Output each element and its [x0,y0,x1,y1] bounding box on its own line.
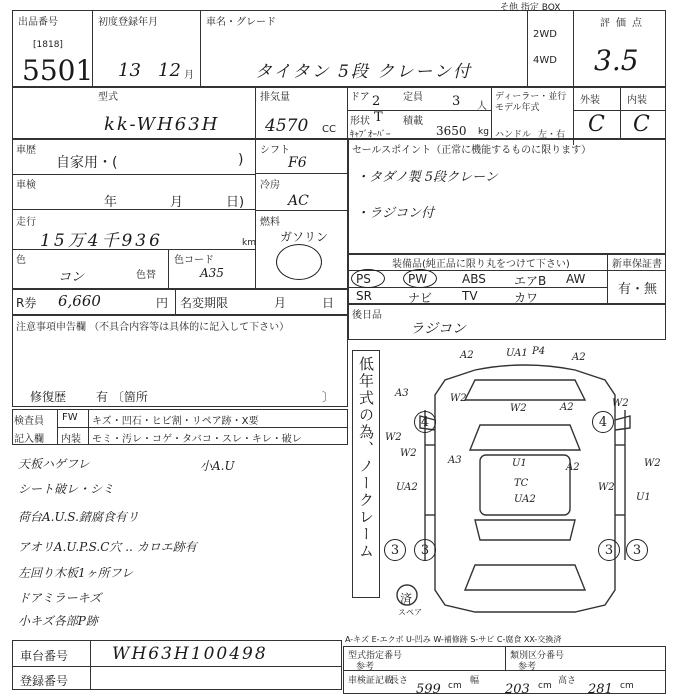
reg-number-label: 登録番号 [20,674,69,688]
color-change-label: 色替 [136,270,156,281]
inspector-label-1: 検査員 [14,416,44,427]
damage-mark: UA2 [514,494,536,505]
displacement-label: 排気量 [260,92,290,103]
sales-points [348,139,666,254]
mileage-value: 15万4千936 [40,231,163,251]
history-value: 自家用・( [56,155,118,171]
car-diagram [380,350,670,630]
shape-label: 形状 [350,116,370,127]
chassis-label: 車台番号 [20,649,69,663]
repair-close: 〕 [322,390,335,404]
displacement-value: 4570 [265,116,309,136]
name-change-day: 日 [322,296,335,310]
color-value: コン [58,270,85,285]
sales-label: セールスポイント（正常に機能するものに限ります） [352,145,592,156]
history-label: 車歴 [16,145,36,156]
color-code-value: A35 [200,266,224,280]
after-parts-box [348,304,666,340]
damage-mark: W2 [598,482,615,493]
score-label: 評価点 [600,18,648,29]
fuel-value: ガソリン [280,230,329,244]
handwritten-note: 小キズ各部P跡 [18,614,98,628]
height-value: 281 [588,682,613,697]
recycle-value: 6,660 [58,292,101,310]
size-label: 車検証記載 [348,676,394,686]
new-warranty-label: 新車保証書 [612,259,662,270]
model-year-label: モデル年式 [495,103,540,113]
type-label: 型式 [98,92,118,103]
drive-2wd: 2WD [533,29,557,40]
fw-items: キズ・凹石・ヒビ割・リペア跡・X要 [92,416,259,427]
handwritten-note: 左回り木板1ヶ所フレ [18,566,134,580]
top-right-text: そ他 指定 BOX [500,3,561,13]
fw-label: FW [62,412,78,423]
equipment-item: カワ [514,291,539,305]
drive-4wd: 4WD [533,55,557,66]
reg-year: 13 [118,60,141,81]
seats-value: 3 [452,94,461,109]
tire-score: 3 [414,539,436,561]
spare-label: 済 [400,592,413,606]
interior-check-label: 内装 [61,434,81,445]
length-label: 長さ [390,676,409,686]
damage-mark: W2 [612,398,629,409]
vehicle-name: タイタン 5段 クレーン付 [255,62,472,82]
warranty-value: 有・無 [618,282,658,297]
tire-score: 3 [598,539,620,561]
handle-value: 左・右 [538,130,566,140]
recycle-yen: 円 [156,296,169,310]
fuel-label: 燃料 [260,217,280,228]
year-label: 年 [104,195,118,210]
name-change-label: 名変期限 [180,296,229,310]
lot-tag: [1818] [33,40,63,50]
reg-month: 12 [158,60,181,81]
lot-label: 出品番号 [18,17,58,28]
tire-score: 4 [592,411,614,433]
cooler-label: 冷房 [260,180,280,191]
load-label: 積載 [403,116,423,127]
cc-unit: CC [322,124,336,135]
class-label: 類別区分番号 [510,651,565,661]
seats-label: 定員 [403,92,423,103]
damage-mark: U1 [636,492,651,503]
cm-1: cm [448,681,462,691]
damage-mark: U1 [512,458,527,469]
equipment-item: ABS [462,272,486,286]
history-close: ) [238,152,244,168]
equipment-item: ナビ [408,291,433,305]
km-unit: km [242,238,256,248]
kg-unit: kg [478,127,489,137]
damage-mark: W2 [510,403,527,414]
equipment-item: PS [356,272,371,286]
damage-mark: A2 [460,350,474,361]
damage-mark: UA1 [506,348,528,359]
legend: A-キズ E-エクボ U-凹み W-補修跡 S-サビ C-腐食 XX-交換済 [345,635,562,644]
after-parts-value: ラジコン [410,321,466,337]
repair-value: 有 〔箇所 [96,390,148,404]
lot-number: 5501 [22,54,94,87]
ref-2: 参考 [518,662,537,672]
cab-label: ｷｬﾌﾞｵｰﾊﾞｰ [350,130,391,140]
recycle-label: R券 [16,296,37,310]
spare-sub: スペア [398,608,422,617]
equipment-item: エアB [514,274,547,288]
type-value: kk-WH63H [104,114,220,135]
person-unit: 人 [477,101,487,112]
width-label: 幅 [470,676,480,686]
name-change-month: 月 [274,296,287,310]
fuel-circle [276,244,322,280]
equipment-item: TV [462,289,478,303]
damage-mark: A2 [566,462,580,473]
handle-label: ハンドル [495,130,532,140]
handwritten-note: 荷台A.U.S.錆腐食有リ [18,510,139,524]
ref-1: 参考 [356,662,375,672]
width-value: 203 [505,682,530,697]
height-label: 高さ [558,676,577,686]
damage-mark: W2 [385,432,402,443]
color-label: 色 [16,255,26,266]
handwritten-note: シート破レ・シミ [18,482,115,496]
damage-mark: UA2 [396,482,418,493]
right-note: 小A.U [200,459,235,473]
chassis-value: WH63H100498 [112,644,268,664]
damage-mark: W2 [400,448,417,459]
sales-line-2: ・ラジコン付 [356,206,435,221]
handwritten-note: ドアミラーキズ [18,591,102,605]
damage-mark: TC [514,478,529,489]
equipment-item: SR [356,289,372,303]
exterior-grade: C [588,112,605,137]
vertical-note: 低年式の為、ノークレーム [357,356,375,560]
door-value: 2 [372,94,381,109]
shape-value: T [374,110,383,125]
interior-label: 内装 [627,95,647,106]
color-code-label: 色コード [174,255,214,266]
damage-mark: A3 [448,455,462,466]
type-cert-label: 型式指定番号 [348,651,403,661]
month-unit: 月 [184,70,194,81]
damage-mark: A2 [560,402,574,413]
equipment-item: AW [566,272,586,286]
damage-mark: W2 [644,458,661,469]
damage-mark: W2 [450,393,467,404]
repair-label: 修復歴 [30,390,67,404]
damage-mark: A2 [572,352,586,363]
month-label: 月 [170,195,184,210]
tire-score: 4 [414,411,436,433]
handwritten-note: アオリA.U.P.S.C穴 .. カロエ跡有 [18,540,197,554]
exterior-label: 外装 [580,95,600,106]
after-parts-label: 後日品 [352,310,382,321]
cooler-value: AC [288,193,309,209]
score-value: 3.5 [594,44,639,77]
mileage-label: 走行 [16,217,36,228]
inspector-label-2: 記入欄 [14,434,44,445]
tire-score: 3 [384,539,406,561]
equipment-item: PW [408,272,428,286]
cm-2: cm [538,681,552,691]
reg-label: 初度登録年月 [98,17,158,28]
cm-3: cm [620,681,634,691]
damage-mark: P4 [532,346,546,357]
dealer-label: ディーラー・並行 [495,92,567,102]
tire-score: 3 [626,539,648,561]
shift-label: シフト [260,145,290,156]
interior-grade: C [633,112,650,137]
notes-label: 注意事項申告欄 （不具合内容等は具体的に記入して下さい） [16,322,290,333]
damage-mark: A3 [395,388,409,399]
handwritten-note: 天板ハゲフレ [18,457,90,471]
load-value: 3650 [436,124,467,138]
shift-value: F6 [288,155,307,171]
name-label: 車名・グレード [206,17,276,28]
equipment-circle [403,269,437,288]
door-label: ドア [350,92,370,103]
day-label: 日) [226,195,245,210]
interior-items: モミ・汚レ・コゲ・タバコ・スレ・キレ・破レ [92,434,302,445]
length-value: 599 [416,682,441,697]
equipment-label: 装備品(純正品に限り丸をつけて下さい) [392,259,570,270]
equipment-circle [351,269,385,288]
sales-line-1: ・タダノ製 5段クレーン [356,170,498,185]
inspection-label: 車検 [16,180,36,191]
